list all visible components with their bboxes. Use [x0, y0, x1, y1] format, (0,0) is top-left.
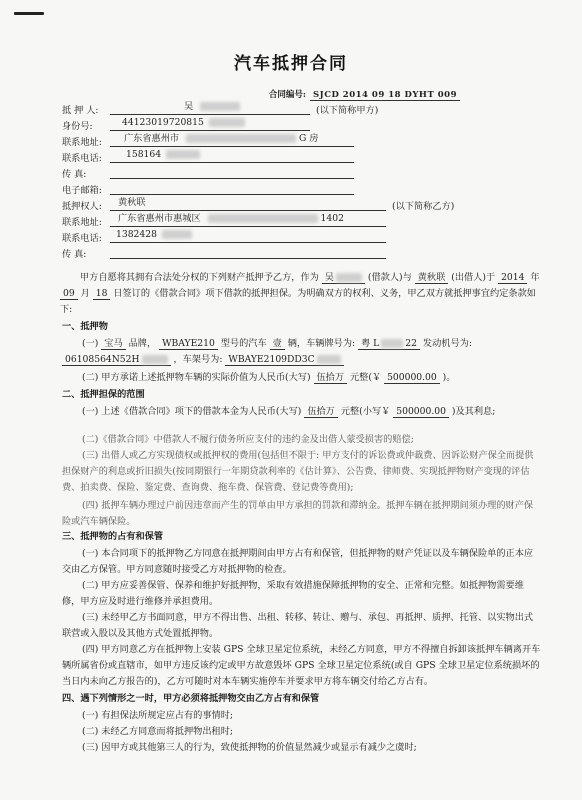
party-a-phone-label: 联系电话:	[62, 152, 102, 164]
document-title: 汽车抵押合同	[234, 54, 348, 74]
party-b-address-tail: 1402	[320, 213, 344, 224]
party-a-address-label: 联系地址:	[62, 136, 102, 148]
party-a-fax-label: 传 真:	[62, 168, 87, 180]
section-3-item-3: (三) 未经甲乙方书面同意，甲方不得出售、出租、转移、转让、赠与、承包、再抵押、质押、托管、以实物出式联营或入股以及其他方式处置抵押物。	[62, 612, 534, 639]
redaction	[186, 134, 296, 143]
section-1-item-1: (一) 宝马 品牌， WBAYE210 型号的汽车 壹 辆，车辆牌号为: 粤 L 22 发动机号为: 06108564N52H ，车架号为: WBAYE2109DD3C	[62, 336, 542, 368]
redaction	[162, 230, 192, 239]
section-2-item-3: (三) 出借人或乙方实现债权或抵押权的费用(包括但不限于: 甲方支付的诉讼费或仲裁费、因诉讼财产保全而提供担保财产的利息或折旧损失(按同期银行一年期贷款利率的《估计算》、公告费、律师费、实现抵押物财产变现的评估费、拍卖费、保险、鉴定费、查询费、拖车费、保管费、登记费等费用);	[62, 450, 534, 493]
section-1-item-2: (二) 甲方承诺上述抵押物车辆的实际价值为人民币(大写) 伍拾万 元整(￥ 500000.00 )。	[82, 372, 456, 383]
mortgagee-name: 黄秋联	[118, 197, 146, 208]
section-2-item-2: (二)《借款合同》中借款人不履行债务所应支付的违约金及出借人蒙受损害的赔偿;	[82, 434, 414, 445]
section-3-item-4: (四) 甲方同意乙方在抵押物上安装 GPS 全球卫星定位系统，未经乙方同意，甲方不得擅自拆卸该抵押车辆离开车辆所属省份或直辖市，如甲方违反该约定或甲方故意毁坏 GPS 全球卫星定位系统(或自 GPS 全球卫星定位系统损坏的当日内未向乙方报告的)，乙方可随时对本车辆实施停车并要求甲方将车辆交付给乙方占有。	[62, 644, 541, 687]
mortgagee-alias: (以下简称乙方)	[392, 200, 455, 212]
sign-year: 2014	[498, 272, 527, 284]
party-a-phone-field	[110, 150, 354, 163]
party-a-address-tail: G 房	[298, 133, 319, 144]
mortgagor-alias: (以下简称甲方)	[316, 104, 379, 116]
intro-text: 日签订的《借款合同》项下借款的抵押担保。为明确双方的权利、义务，甲乙双方就抵押事宜约定条款如下:	[60, 288, 536, 315]
party-a-fax-field	[110, 166, 354, 179]
section-4-item-3: (三) 因甲方或其他第三人的行为，致使抵押物的价值显然减少或显示有减少之虞时;	[82, 742, 417, 753]
party-b-fax-field	[110, 246, 386, 259]
intro-paragraph	[60, 270, 542, 318]
scan-mark	[14, 12, 44, 15]
party-a-address-row	[62, 134, 354, 147]
party-b-address-label: 联系地址:	[62, 216, 102, 228]
section-3-item-1: (一) 本合同项下的抵押物乙方同意在抵押期间由甲方占有和保管，但抵押物的财产凭证以及车辆保险单的正本应交由乙方保管。甲方同意随时接受乙方对抵押物的检查。	[62, 548, 534, 575]
party-a-email-label: 电子邮箱:	[62, 184, 102, 196]
redaction	[208, 214, 318, 223]
id-value: 44123019720815	[122, 117, 204, 128]
intro-text: 甲方自愿将其拥有合法处分权的下列财产抵押予乙方，作为	[80, 272, 319, 283]
vehicle-count: 壹	[270, 338, 285, 350]
section-3-title: 三、抵押物的占有和保管	[62, 531, 164, 542]
section-4-item-1: (一) 有担保法所规定应占有的事情时;	[82, 710, 233, 721]
vin-number: WBAYE2109DD3C	[225, 354, 343, 366]
section-2-item-4: (四) 抵押车辆办理过户前因违章而产生的罚单由甲方承担的罚款和滞纳金。抵押车辆在抵押期间须办理的财产保险或汽车辆保险。	[62, 500, 534, 527]
redaction	[200, 102, 240, 111]
section-2-title: 二、抵押担保的范围	[62, 389, 145, 400]
vehicle-brand: 宝马	[101, 338, 125, 350]
mortgagor-field	[110, 102, 310, 115]
intro-text: 月	[80, 288, 90, 299]
intro-text: (出借人)于	[451, 272, 496, 283]
loan-amount-cn: 伍拾万	[304, 406, 338, 418]
engine-number: 06108564N52H	[62, 354, 171, 366]
id-row	[62, 118, 310, 131]
vehicle-value-cn: 伍拾万	[314, 372, 348, 384]
party-a-fax-row	[62, 166, 354, 179]
section-2-item-1: (一) 上述《借款合同》项下的借款本金为人民币(大写) 伍拾万 元整(小写￥ 500000.00 )及其利息;	[82, 406, 496, 417]
party-b-phone-field	[110, 230, 386, 243]
party-a-phone-value: 158164	[126, 149, 162, 160]
contract-number	[269, 91, 460, 101]
party-b-address-row	[62, 214, 386, 227]
party-b-fax-row	[62, 246, 386, 259]
party-a-email-row	[62, 182, 354, 195]
id-field	[110, 118, 310, 131]
vehicle-plate: 粤 L 22	[358, 338, 420, 350]
mortgagee-field	[110, 198, 386, 211]
mortgagor-row	[62, 102, 378, 115]
mortgagor-name: 吴	[184, 101, 194, 112]
party-b-phone-value: 1382428	[116, 229, 157, 240]
party-b-address-field	[110, 214, 386, 227]
party-a-email-field	[110, 182, 354, 195]
party-a-address-value: 广东省惠州市	[124, 133, 180, 144]
intro-text: 年	[530, 272, 540, 283]
sign-month: 09	[60, 288, 78, 300]
contract-number-value: SJCD 2014 09 18 DYHT 009	[310, 91, 460, 101]
intro-text: (借款人)与	[367, 272, 412, 283]
party-a-address-field	[110, 134, 354, 147]
section-4-item-2: (二) 未经乙方同意而将抵押物出租时;	[82, 726, 233, 737]
party-b-phone-row	[62, 230, 386, 243]
party-a-phone-row	[62, 150, 354, 163]
redaction	[209, 118, 245, 127]
mortgagee-label: 抵押权人:	[62, 200, 102, 212]
party-b-fax-label: 传 真:	[62, 248, 87, 260]
mortgagor-label: 抵 押 人:	[62, 104, 99, 116]
section-4-title: 四、遇下列情形之一时，甲方必须将抵押物交由乙方占有和保管	[62, 693, 320, 704]
contract-number-label: 合同编号:	[268, 90, 307, 100]
mortgagee-row	[62, 198, 454, 211]
id-label: 身份号:	[62, 120, 93, 132]
vehicle-model: WBAYE210	[159, 338, 218, 350]
party-b-phone-label: 联系电话:	[62, 232, 102, 244]
sign-day: 18	[93, 288, 111, 300]
section-1-title: 一、抵押物	[62, 321, 108, 332]
party-b-address-value: 广东省惠州市惠城区	[118, 213, 201, 224]
lender-name: 黄秋联	[415, 272, 449, 284]
section-3-item-2: (二) 甲方应妥善保管、保养和维护好抵押物，采取有效措施保障抵押物的安全、正常和完整。如抵押物需要维修，甲方应及时进行维修并承担费用。	[62, 580, 524, 607]
loan-amount-num: 500000.00	[393, 406, 449, 418]
vehicle-value-num: 500000.00	[384, 372, 440, 384]
borrower-name: 吴	[322, 272, 365, 284]
redaction	[166, 150, 200, 159]
